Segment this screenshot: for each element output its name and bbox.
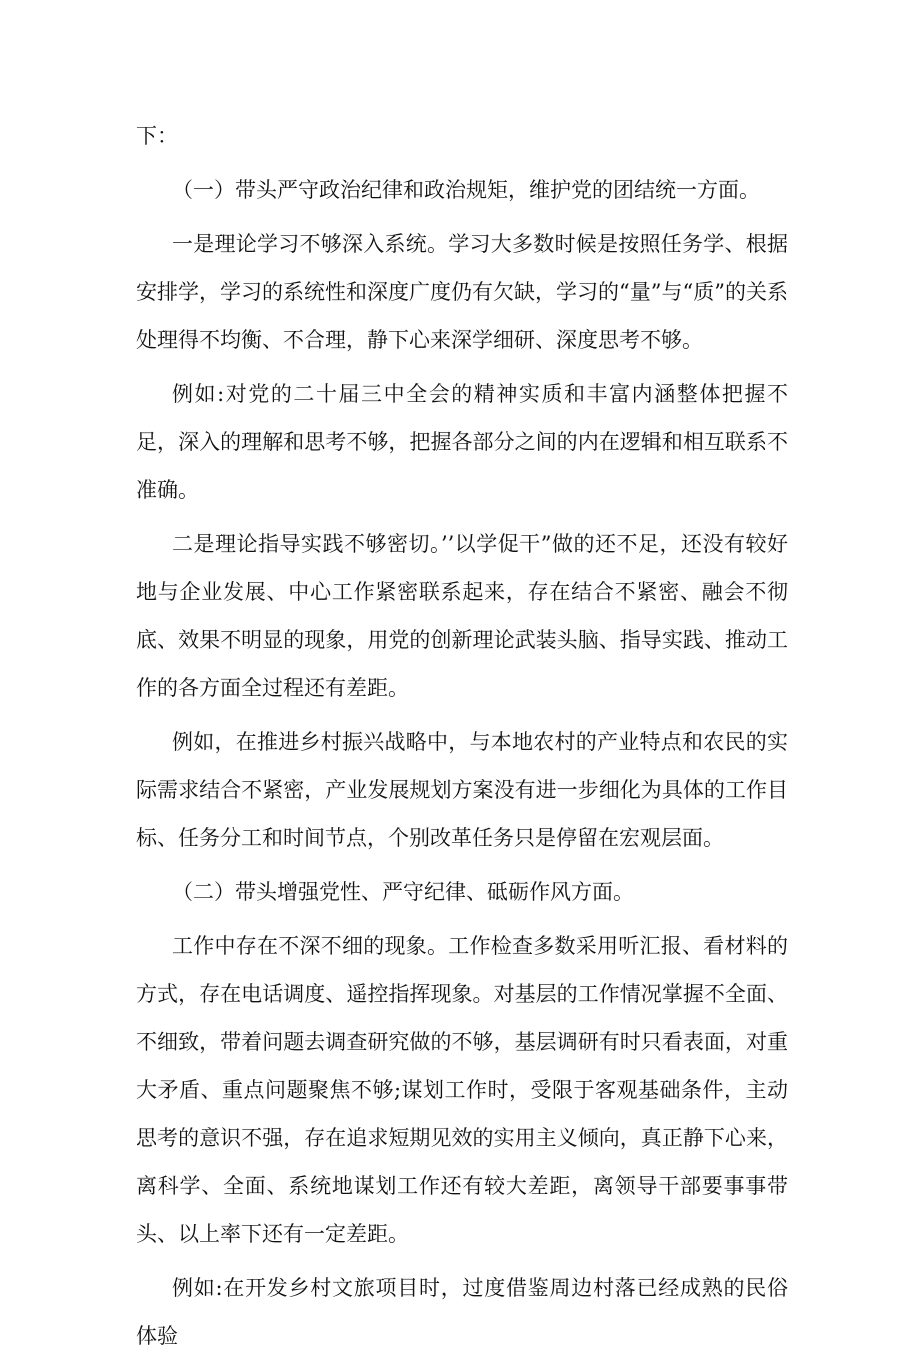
paragraph: 工作中存在不深不细的现象。工作检查多数采用听汇报、看材料的方式，存在电话调度、遥控指挥现象。对基层的工作情况掌握不全面、不细致，带着问题去调查研究做的不够，基层调研有时只看表面，对重大矛盾、重点问题聚焦不够;谋划工作时，受限于客观基础条件，主动思考的意识不强，存在追求短期见效的实用主义倾向，真正静下心来，离科学、全面、系统地谋划工作还有较大差距，离领导干部要事事带头、以上率下还有一定差距。 xyxy=(136,934,788,1246)
paragraph-example: 例如，在推进乡村振兴战略中，与本地农村的产业特点和农民的实际需求结合不紧密，产业发展规划方案没有进一步细化为具体的工作目标、任务分工和时间节点，个别改革任务只是停留在宏观层面。 xyxy=(136,730,788,850)
paragraph: 一是理论学习不够深入系统。学习大多数时候是按照任务学、根据安排学，学习的系统性和深度广度仍有欠缺，学习的“量”与“质”的关系处理得不均衡、不合理，静下心来深学细研、深度思考不够。 xyxy=(136,232,788,352)
paragraph: 二是理论指导实践不够密切。’’以学促干”做的还不足，还没有较好地与企业发展、中心工作紧密联系起来，存在结合不紧密、融会不彻底、效果不明显的现象，用党的创新理论武装头脑、指导实践、推动工作的各方面全过程还有差距。 xyxy=(136,532,788,700)
paragraph-example: 例如:在开发乡村文旅项目时，过度借鉴周边村落已经成熟的民俗体验 xyxy=(136,1276,788,1348)
paragraph-example: 例如:对党的二十届三中全会的精神实质和丰富内涵整体把握不足，深入的理解和思考不够，把握各部分之间的内在逻辑和相互联系不准确。 xyxy=(136,382,788,502)
section-heading-1: （一）带头严守政治纪律和政治规矩，维护党的团结统一方面。 xyxy=(172,178,760,202)
document-body xyxy=(136,112,788,1366)
paragraph-continuation: 下： xyxy=(136,124,178,148)
section-heading-2: （二）带头增强党性、严守纪律、砥砺作风方面。 xyxy=(172,880,634,904)
